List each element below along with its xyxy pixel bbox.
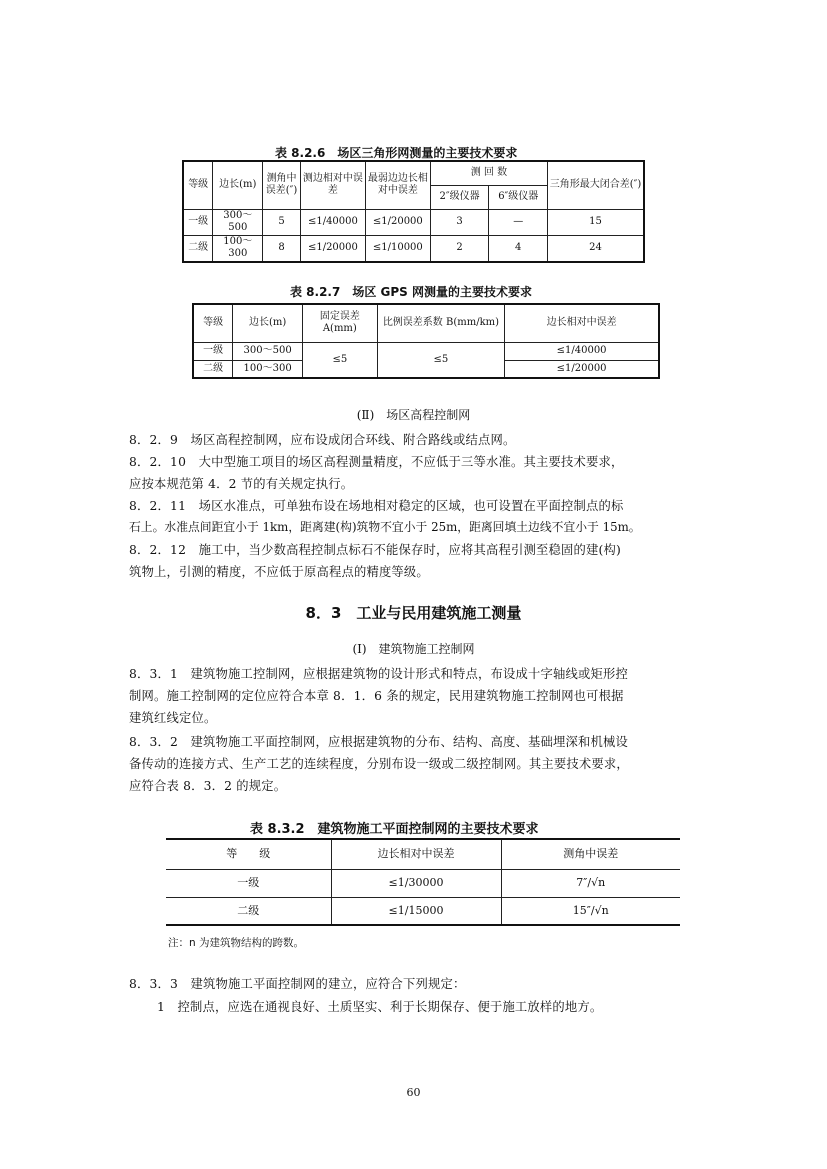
- header-weakest-side: 最弱边边长相对中误差: [365, 161, 430, 209]
- table-832-note: 注：n 为建筑物结构的跨数。: [168, 937, 304, 949]
- paragraph-line: 建筑红线定位。: [129, 711, 217, 725]
- cell-grade: 二级: [183, 235, 213, 262]
- header-side-length: 边长(m): [213, 161, 263, 209]
- cell-grade: 二级: [193, 360, 233, 378]
- header-grade: 等 级: [166, 839, 331, 869]
- paragraph-line: 8．2．10 大中型施工项目的场区高程测量精度，不应低于三等水准。其主要技术要求，: [129, 455, 624, 469]
- header-grade: 等级: [183, 161, 213, 209]
- cell-angle: 5: [263, 209, 301, 235]
- cell-relative-error: ≤1/30000: [331, 869, 501, 897]
- cell-2s: 2: [430, 235, 489, 262]
- cell-side: 100～300: [213, 235, 263, 262]
- header-grade: 等级: [193, 304, 233, 342]
- table-826-caption: 表 8.2.6 场区三角形网测量的主要技术要求: [275, 146, 518, 160]
- header-2s-instrument: 2″级仪器: [430, 185, 489, 209]
- cell-angle: 8: [263, 235, 301, 262]
- cell-grade: 一级: [166, 869, 331, 897]
- paragraph-line: 8．3．1 建筑物施工控制网，应根据建筑物的设计形式和特点，布设成十字轴线或矩形控: [129, 667, 628, 681]
- header-6s-instrument: 6″级仪器: [489, 185, 548, 209]
- table-826: [182, 160, 645, 263]
- table-row: [193, 342, 659, 360]
- paragraph-line: 8．2．9 场区高程控制网，应布设成闭合环线、附合路线或结点网。: [129, 433, 516, 447]
- paragraph-line: 应按本规范第 4．2 节的有关规定执行。: [129, 477, 354, 491]
- cell-grade: 一级: [183, 209, 213, 235]
- cell-side: 300～500: [233, 342, 303, 360]
- cell-grade: 二级: [166, 897, 331, 925]
- table-row: [166, 897, 680, 925]
- table-832-caption: 表 8.3.2 建筑物施工平面控制网的主要技术要求: [250, 822, 539, 837]
- cell-relative-error: ≤1/40000: [505, 342, 659, 360]
- header-angle-error: 测角中误差: [501, 839, 680, 869]
- cell-side-error: ≤1/20000: [300, 235, 365, 262]
- paragraph-line: 8．3．3 建筑物施工平面控制网的建立，应符合下列规定：: [129, 977, 466, 991]
- page-number: 60: [406, 1086, 421, 1099]
- table-row: [183, 235, 644, 262]
- table-row: [166, 869, 680, 897]
- cell-side: 300～500: [213, 209, 263, 235]
- cell-fixed-error: ≤5: [302, 342, 377, 378]
- cell-side: 100～300: [233, 360, 303, 378]
- cell-closure: 15: [548, 209, 644, 235]
- header-closure: 三角形最大闭合差(″): [548, 161, 644, 209]
- header-rounds: 测 回 数: [430, 161, 547, 185]
- cell-weakest: ≤1/20000: [365, 209, 430, 235]
- table-827: [192, 303, 660, 379]
- cell-2s: 3: [430, 209, 489, 235]
- cell-6s: 4: [489, 235, 548, 262]
- paragraph-line: 8．3．2 建筑物施工平面控制网，应根据建筑物的分布、结构、高度、基础埋深和机械设: [129, 735, 628, 749]
- paragraph-line: 制网。施工控制网的定位应符合本章 8．1．6 条的规定，民用建筑物施工控制网也可根据: [129, 689, 624, 703]
- paragraph-line: 1 控制点，应选在通视良好、土质坚实、利于长期保存、便于施工放样的地方。: [157, 1000, 603, 1014]
- section-i-title: (Ⅰ) 建筑物施工控制网: [352, 642, 475, 656]
- section-83-heading: 8．3 工业与民用建筑施工测量: [305, 604, 522, 622]
- cell-angle-error: 15″/√n: [501, 897, 680, 925]
- cell-relative-error: ≤1/15000: [331, 897, 501, 925]
- table-832: [166, 838, 680, 926]
- header-proportional-error: 比例误差系数 B(mm/km): [377, 304, 504, 342]
- cell-proportional-error: ≤5: [377, 342, 504, 378]
- header-side-length: 边长(m): [233, 304, 303, 342]
- header-relative-error: 边长相对中误差: [505, 304, 659, 342]
- paragraph-line: 8．2．12 施工中，当少数高程控制点标石不能保存时，应将其高程引测至稳固的建(构): [129, 543, 621, 557]
- paragraph-line: 备传动的连接方式、生产工艺的连续程度，分别布设一级或二级控制网。其主要技术要求，: [129, 757, 629, 771]
- cell-weakest: ≤1/10000: [365, 235, 430, 262]
- header-relative-error: 边长相对中误差: [331, 839, 501, 869]
- paragraph-line: 应符合表 8．3．2 的规定。: [129, 779, 287, 793]
- header-fixed-error: 固定误差 A(mm): [302, 304, 377, 342]
- cell-closure: 24: [548, 235, 644, 262]
- paragraph-line: 筑物上，引测的精度，不应低于原高程点的精度等级。: [129, 565, 429, 579]
- section-ii-title: (Ⅱ) 场区高程控制网: [356, 408, 471, 422]
- cell-angle-error: 7″/√n: [501, 869, 680, 897]
- cell-grade: 一级: [193, 342, 233, 360]
- cell-side-error: ≤1/40000: [300, 209, 365, 235]
- paragraph-line: 石上。水准点间距宜小于 1km，距离建(构)筑物不宜小于 25m，距离回填土边线不宜小于 15m。: [129, 520, 641, 534]
- header-angle-error: 测角中误差(″): [263, 161, 301, 209]
- cell-6s: —: [489, 209, 548, 235]
- cell-relative-error: ≤1/20000: [505, 360, 659, 378]
- table-827-caption: 表 8.2.7 场区 GPS 网测量的主要技术要求: [290, 285, 532, 299]
- header-side-error: 测边相对中误差: [300, 161, 365, 209]
- paragraph-line: 8．2．11 场区水准点，可单独布设在场地相对稳定的区域，也可设置在平面控制点的标: [129, 499, 624, 513]
- table-row: [183, 209, 644, 235]
